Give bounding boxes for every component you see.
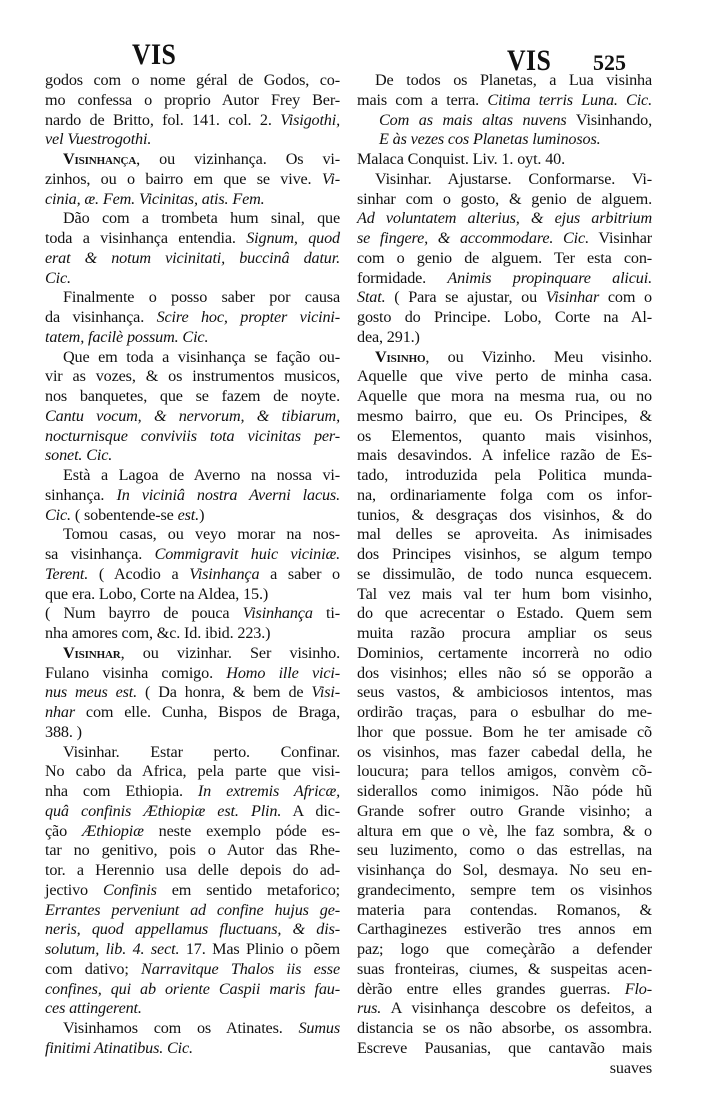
latin-citation-text: nus meus est. xyxy=(45,683,138,702)
latin-citation-text: Com as mais altas nuvens xyxy=(379,110,567,129)
text-line xyxy=(357,427,652,447)
body-text: seu luzimento, como o das estrellas, na xyxy=(357,841,652,860)
headword: Visinhança xyxy=(63,150,137,168)
body-text: 388. ) xyxy=(45,722,82,741)
text-line xyxy=(45,1019,340,1039)
body-text: ( sobentende-se xyxy=(70,505,178,524)
text-line xyxy=(45,348,340,368)
latin-citation-text: rus. xyxy=(357,999,382,1018)
text-line xyxy=(45,111,340,131)
text-line xyxy=(357,585,652,605)
body-text: ( Acodio a xyxy=(88,564,190,583)
body-text: sinhança. xyxy=(45,485,117,504)
text-line xyxy=(45,387,340,407)
text-line xyxy=(357,683,652,703)
latin-citation-text: Cantu vocum, & nervorum, & tibiarum, xyxy=(45,406,340,425)
body-text: , ou vizinhar. Ser visinho. xyxy=(120,643,340,662)
text-line xyxy=(45,604,340,624)
text-line xyxy=(45,71,340,91)
body-text: Dominios, certamente incorrerà no odio xyxy=(357,643,652,662)
text-line xyxy=(357,111,652,131)
latin-citation-text: Vi- xyxy=(321,169,340,188)
body-text: com elle. Cunha, Bispos de Braga, xyxy=(74,703,340,721)
text-line xyxy=(45,525,340,545)
text-line xyxy=(357,604,652,624)
text-line xyxy=(45,960,340,980)
text-line xyxy=(357,545,652,565)
text-line xyxy=(357,802,652,822)
text-line xyxy=(45,308,340,328)
body-text: a saber o xyxy=(259,564,340,583)
body-text: grandecimento, sempre tem os visinhos xyxy=(357,880,652,899)
text-line xyxy=(45,782,340,802)
latin-citation-text: In extremis Africæ, xyxy=(197,782,341,800)
latin-citation-text: quâ confinis Æthiopiæ est. Plin. xyxy=(45,801,282,820)
text-line xyxy=(357,446,652,466)
body-text: mal delles se aproveita. As inimisades xyxy=(357,525,652,544)
text-line xyxy=(357,348,652,368)
body-text: gosto do Principe. Lobo, Corte na Al- xyxy=(357,308,652,326)
latin-citation-text: Commigravit huic viciniæ. xyxy=(154,545,340,563)
text-line xyxy=(357,1039,652,1059)
body-text: os visinhos, mas fazer cabedal della, he xyxy=(357,742,652,761)
body-text: se dissimulão, de todo nunca esquecem. xyxy=(357,564,652,583)
text-line xyxy=(357,999,652,1019)
body-text: A dic- xyxy=(281,801,340,820)
body-text: Carthaginezes estiverão tres annos em xyxy=(357,920,652,939)
text-line xyxy=(45,723,340,743)
body-text: materia para contendas. Romanos, & xyxy=(357,900,652,919)
text-line xyxy=(45,130,340,150)
running-head-right: VIS xyxy=(507,44,552,77)
text-line xyxy=(45,288,340,308)
body-text: Que em toda a visinhança se fação ou- xyxy=(63,347,340,366)
text-line xyxy=(45,269,340,289)
latin-citation-text: Sumus xyxy=(298,1019,340,1037)
latin-citation-text: neris, quod appellamus fluctuans, & dis- xyxy=(45,920,340,939)
body-text: mo confessa o proprio Autor Frey Ber- xyxy=(45,90,340,109)
text-line xyxy=(45,822,340,842)
text-line xyxy=(357,71,652,91)
body-text: distancia se os não absorbe, os assombra. xyxy=(357,1019,652,1037)
text-line xyxy=(45,229,340,249)
text-line xyxy=(357,506,652,526)
latin-citation-text: nhar xyxy=(45,703,75,721)
body-text: nardo de Britto, fol. 141. col. 2. xyxy=(45,110,281,129)
text-line xyxy=(45,328,340,348)
text-line xyxy=(45,190,340,210)
latin-citation-text: finitimi Atinatibus. Cic. xyxy=(45,1038,193,1057)
body-text: nha amores com, &c. Id. ibid. 223.) xyxy=(45,624,271,642)
latin-citation-text: Æthiopiæ xyxy=(81,821,144,840)
body-text: tor. a Herennio usa delle depois do ad- xyxy=(45,861,340,879)
text-line xyxy=(357,328,652,348)
body-text: ) xyxy=(199,505,205,524)
text-line xyxy=(45,664,340,684)
body-text: ção xyxy=(45,821,82,840)
text-line xyxy=(357,367,652,387)
body-text: , ou Vizinho. Meu visinho. xyxy=(425,347,652,366)
body-text: mais com a terra. xyxy=(357,90,488,109)
body-text: que era. Lobo, Corte na Aldea, 15.) xyxy=(45,584,269,603)
text-line xyxy=(357,387,652,407)
latin-citation-text: Ad voluntatem alterius, & ejus arbitrium xyxy=(357,209,652,228)
text-line xyxy=(45,545,340,565)
body-text: dea, 291.) xyxy=(357,327,420,346)
body-text: nos banquetes, que se fazem de noyte. xyxy=(45,387,340,405)
body-text: ( Da honra, & bem de xyxy=(137,683,312,702)
latin-citation-text: Terent. xyxy=(45,564,89,583)
text-line xyxy=(357,269,652,289)
latin-citation-text: erat & notum vicinitati, buccinâ datur. xyxy=(45,248,340,267)
body-text: tunios, & desgraças dos visinhos, & do xyxy=(357,505,652,524)
body-text: De todos os Planetas, a Lua visinha xyxy=(375,71,652,89)
body-text: da visinhança. xyxy=(45,308,157,326)
text-line xyxy=(357,170,652,190)
latin-citation-text: Visigothi, xyxy=(280,110,340,129)
latin-citation-text: Cic. xyxy=(45,268,71,287)
latin-citation-text: Visinhar xyxy=(545,288,600,307)
body-text: dos Principes visinhos, se algum tempo xyxy=(357,545,652,563)
text-line xyxy=(45,585,340,605)
body-text: tar no genitivo, pois o Autor das Rhe- xyxy=(45,841,340,860)
body-text: 17. Mas Plinio o põem xyxy=(179,940,340,958)
text-line xyxy=(357,150,652,170)
text-line xyxy=(357,229,652,249)
right-column xyxy=(357,71,652,1078)
body-text: Escreve Pausanias, que cantavão mais xyxy=(357,1038,652,1057)
body-text: paz; logo que começàrão a defender xyxy=(357,940,652,958)
latin-citation-text: Flo- xyxy=(624,979,652,998)
text-line xyxy=(45,466,340,486)
text-line xyxy=(357,822,652,842)
body-text: muita razão procura ampliar os seus xyxy=(357,624,652,642)
running-head-left: VIS xyxy=(132,38,177,71)
body-text: neste exemplo póde es- xyxy=(143,821,340,840)
text-line xyxy=(357,782,652,802)
latin-citation-text: confines, qui ab oriente Caspii maris fau- xyxy=(45,979,340,998)
latin-citation-text: Citima terris Luna. Cic. xyxy=(487,90,652,109)
text-line xyxy=(45,762,340,782)
body-text: ti- xyxy=(312,604,340,623)
body-text: Està a Lagoa de Averno na nossa vi- xyxy=(63,466,340,484)
body-text: godos com o nome géral de Godos, co- xyxy=(45,71,340,89)
body-text: vir as vozes, & os instrumentos musicos, xyxy=(45,367,340,386)
text-line xyxy=(357,624,652,644)
text-line xyxy=(357,723,652,743)
text-line xyxy=(45,881,340,901)
body-text: , ou vizinhança. Os vi- xyxy=(136,150,340,168)
text-line xyxy=(45,980,340,1000)
text-line xyxy=(45,1039,340,1059)
latin-citation-text: nocturnisque conviviis tota vicinitas per- xyxy=(45,426,340,445)
body-text: com o genio de alguem. Ter esta con- xyxy=(357,248,652,267)
left-column xyxy=(45,71,340,1059)
text-line xyxy=(357,565,652,585)
latin-citation-text: Visi- xyxy=(311,683,340,702)
text-line xyxy=(45,999,340,1019)
headword: Visinhar xyxy=(63,643,121,662)
body-text: com dativo; xyxy=(45,959,142,978)
text-line xyxy=(45,920,340,940)
body-text: Finalmente o posso saber por causa xyxy=(63,288,340,307)
body-text: No cabo da Africa, pela parte que visi- xyxy=(45,762,340,781)
body-text: ( Para se ajustar, ou xyxy=(385,288,546,307)
body-text: suaves xyxy=(609,1058,652,1077)
body-text: tado, introduzida pela Politica munda- xyxy=(357,466,652,484)
text-line xyxy=(45,486,340,506)
text-line xyxy=(357,743,652,763)
body-text: nha com Ethiopia. xyxy=(45,782,198,800)
latin-citation-text: ces attingerent. xyxy=(45,999,142,1018)
body-text: em sentido metaforico; xyxy=(156,880,340,899)
text-line xyxy=(45,249,340,269)
body-text: Fulano visinha comigo. xyxy=(45,663,227,682)
text-line xyxy=(357,190,652,210)
text-line xyxy=(45,841,340,861)
latin-citation-text: est. xyxy=(177,505,200,524)
text-line xyxy=(357,841,652,861)
latin-citation-text: cinia, æ. Fem. Vicinitas, atis. Fem. xyxy=(45,189,265,208)
text-line xyxy=(357,249,652,269)
body-text: Visinhamos com os Atinates. xyxy=(63,1019,299,1037)
text-line xyxy=(357,980,652,1000)
text-line xyxy=(357,308,652,328)
body-text: formidade. xyxy=(357,268,448,287)
text-line xyxy=(45,901,340,921)
page-number: 525 xyxy=(593,50,626,75)
body-text: Visinhar xyxy=(588,229,652,247)
text-line xyxy=(357,466,652,486)
body-text: os Elementos, quanto mais visinhos, xyxy=(357,426,652,445)
body-text: zinhos, ou o bairro em que se vive. xyxy=(45,169,322,188)
text-line xyxy=(45,565,340,585)
body-text: sinhar com o gosto, & genio de alguem. xyxy=(357,189,652,208)
body-text: Dão com a trombeta hum sinal, que xyxy=(63,209,340,228)
body-text: Grande sofrer outro Grande visinho; a xyxy=(357,801,652,820)
latin-citation-text: Stat. xyxy=(357,288,386,307)
body-text: mesmo bairro, que eu. Os Principes, & xyxy=(357,406,652,425)
body-text: loucura; para tellos amigos, convèm cõ- xyxy=(357,762,652,781)
body-text: Aquelle que mora na mesma rua, ou no xyxy=(357,387,652,405)
body-text: dèrão entre elles grandes guerras. xyxy=(357,979,625,998)
latin-citation-text: se fingere, & accommodare. Cic. xyxy=(357,229,589,247)
body-text: Aquelle que vive perto de minha casa. xyxy=(357,367,652,386)
text-line xyxy=(45,150,340,170)
text-line xyxy=(357,1059,652,1079)
latin-citation-text: solutum, lib. 4. sect. xyxy=(45,940,180,958)
latin-citation-text: In viciniâ nostra Averni lacus. xyxy=(116,485,340,504)
text-line xyxy=(357,861,652,881)
latin-citation-text: Scire hoc, propter vicini- xyxy=(156,308,340,326)
body-text: A visinhança descobre os defeitos, a xyxy=(381,999,652,1018)
text-line xyxy=(45,940,340,960)
latin-citation-text: vel Vuestrogothi. xyxy=(45,130,152,149)
body-text: altura em que o vè, lhe faz sombra, & o xyxy=(357,821,652,840)
latin-citation-text: Animis propinquare alicui. xyxy=(447,268,652,287)
latin-citation-text: Signum, quod xyxy=(246,229,340,247)
text-line xyxy=(357,288,652,308)
latin-citation-text: Homo ille vici- xyxy=(226,663,340,682)
body-text: lhor que possue. Bom he ter amisade cõ xyxy=(357,722,652,741)
text-line xyxy=(357,920,652,940)
text-line xyxy=(45,743,340,763)
text-line xyxy=(357,91,652,111)
body-text: Tal vez mais val ter hum bom visinho, xyxy=(357,584,652,603)
latin-citation-text: Visinhança xyxy=(242,604,313,623)
body-text: Visinhando, xyxy=(566,110,652,129)
body-text: com o xyxy=(599,288,652,307)
text-line xyxy=(357,703,652,723)
text-line xyxy=(45,861,340,881)
text-line xyxy=(357,901,652,921)
latin-citation-text: Confinis xyxy=(103,880,157,899)
text-line xyxy=(357,664,652,684)
text-line xyxy=(45,170,340,190)
text-line xyxy=(45,703,340,723)
text-line xyxy=(45,644,340,664)
latin-citation-text: Narravitque Thalos iis esse xyxy=(141,959,340,978)
body-text: Malaca Conquist. Liv. 1. oyt. 40. xyxy=(357,150,566,168)
body-text: sa visinhança. xyxy=(45,545,155,563)
text-line xyxy=(45,209,340,229)
body-text: jectivo xyxy=(45,880,104,899)
body-text: dos visinhos; elles não só se opporão a xyxy=(357,663,652,682)
text-line xyxy=(45,624,340,644)
latin-citation-text: tatem, facilè possum. Cic. xyxy=(45,327,209,346)
text-line xyxy=(357,486,652,506)
body-text: do que acrecentar o Estado. Quem sem xyxy=(357,604,652,623)
body-text: Visinhar. Estar perto. Confinar. xyxy=(63,742,340,761)
text-line xyxy=(45,683,340,703)
body-text: Tomou casas, ou veyo morar na nos- xyxy=(63,525,340,544)
text-line xyxy=(45,427,340,447)
text-line xyxy=(357,762,652,782)
text-line xyxy=(357,881,652,901)
text-line xyxy=(357,940,652,960)
text-line xyxy=(357,644,652,664)
latin-citation-text: Visinhança xyxy=(189,564,260,583)
text-line xyxy=(45,367,340,387)
latin-citation-text: Errantes perveniunt ad confine hujus ge- xyxy=(45,900,340,919)
text-line xyxy=(357,525,652,545)
text-line xyxy=(357,960,652,980)
body-text: mais desavindos. A infelice razão de Es- xyxy=(357,446,652,465)
text-line xyxy=(45,446,340,466)
body-text: visinhança do Sol, desmaya. No seu en- xyxy=(357,861,652,879)
text-line xyxy=(357,407,652,427)
body-text: suas fronteiras, ciumes, & suspeitas acen- xyxy=(357,959,652,978)
body-text: Visinhar. Ajustarse. Conformarse. Vi- xyxy=(375,169,652,188)
latin-citation-text: sonet. Cic. xyxy=(45,446,113,465)
body-text: ordirão traças, para o esbulhar do me- xyxy=(357,703,652,721)
text-line xyxy=(357,130,652,150)
text-line xyxy=(45,91,340,111)
text-line xyxy=(45,802,340,822)
body-text: na, ordinariamente folga com os infor- xyxy=(357,485,652,504)
text-line xyxy=(357,1019,652,1039)
headword: Visinho xyxy=(375,347,426,366)
text-line xyxy=(357,209,652,229)
body-text: ( Num bayrro de pouca xyxy=(45,604,243,623)
body-text: toda a visinhança entendia. xyxy=(45,229,247,247)
latin-citation-text: E às vezes cos Planetas luminosos. xyxy=(379,130,601,149)
body-text: siderallos como inimigos. Não póde hũ xyxy=(357,782,652,800)
body-text: seus vastos, & ambiciosos intentos, mas xyxy=(357,683,652,702)
text-line xyxy=(45,506,340,526)
text-line xyxy=(45,407,340,427)
latin-citation-text: Cic. xyxy=(45,505,71,524)
